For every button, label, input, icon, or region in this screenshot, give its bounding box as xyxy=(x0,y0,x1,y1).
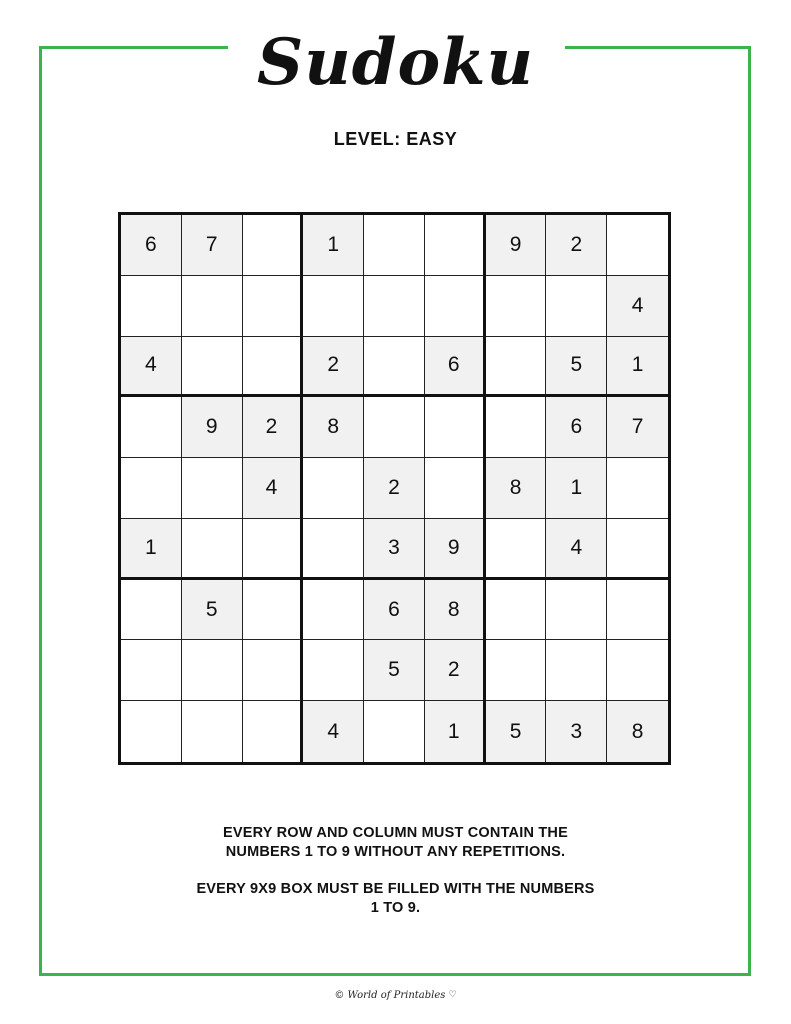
sudoku-cell[interactable]: 4 xyxy=(243,458,304,519)
sudoku-cell[interactable] xyxy=(425,215,486,276)
sudoku-cell[interactable] xyxy=(121,458,182,519)
sudoku-cell[interactable] xyxy=(303,276,364,337)
rule-box-line-1: EVERY 9X9 BOX MUST BE FILLED WITH THE NUMBERS xyxy=(196,881,595,897)
sudoku-cell[interactable]: 6 xyxy=(425,337,486,398)
sudoku-cell[interactable]: 1 xyxy=(121,519,182,580)
sudoku-cell[interactable] xyxy=(121,276,182,337)
sudoku-cell[interactable] xyxy=(364,276,425,337)
sudoku-cell[interactable] xyxy=(607,215,668,276)
sudoku-cell[interactable] xyxy=(243,519,304,580)
rule-box xyxy=(0,880,791,918)
sudoku-cell[interactable] xyxy=(303,458,364,519)
sudoku-cell[interactable] xyxy=(182,458,243,519)
sudoku-cell[interactable]: 1 xyxy=(303,215,364,276)
sudoku-cell[interactable] xyxy=(546,580,607,641)
sudoku-cell[interactable] xyxy=(303,519,364,580)
sudoku-cell[interactable]: 3 xyxy=(364,519,425,580)
sudoku-cell[interactable]: 9 xyxy=(486,215,547,276)
sudoku-cell[interactable]: 6 xyxy=(546,397,607,458)
sudoku-cell[interactable]: 2 xyxy=(364,458,425,519)
sudoku-cell[interactable] xyxy=(364,337,425,398)
sudoku-cell[interactable]: 8 xyxy=(486,458,547,519)
sudoku-cell[interactable]: 7 xyxy=(607,397,668,458)
sudoku-cell[interactable]: 7 xyxy=(182,215,243,276)
brand-name: World of Printables xyxy=(347,990,446,1001)
sudoku-cell[interactable] xyxy=(425,397,486,458)
sudoku-cell[interactable]: 1 xyxy=(546,458,607,519)
sudoku-cell[interactable]: 5 xyxy=(364,640,425,701)
sudoku-cell[interactable] xyxy=(486,337,547,398)
sudoku-cell[interactable] xyxy=(607,458,668,519)
sudoku-cell[interactable] xyxy=(243,215,304,276)
sudoku-cell[interactable]: 8 xyxy=(607,701,668,762)
sudoku-cell[interactable] xyxy=(243,276,304,337)
sudoku-cell[interactable] xyxy=(182,701,243,762)
sudoku-cell[interactable] xyxy=(182,519,243,580)
rule-row-column-line-2: NUMBERS 1 TO 9 WITHOUT ANY REPETITIONS. xyxy=(225,844,566,860)
rule-row-column xyxy=(0,824,791,862)
sudoku-cell[interactable]: 5 xyxy=(546,337,607,398)
sudoku-cell[interactable] xyxy=(607,519,668,580)
sudoku-cell[interactable] xyxy=(486,276,547,337)
sudoku-cell[interactable]: 4 xyxy=(607,276,668,337)
sudoku-cell[interactable]: 9 xyxy=(182,397,243,458)
rule-box-line-2: 1 TO 9. xyxy=(370,900,421,916)
sudoku-cell[interactable] xyxy=(303,640,364,701)
sudoku-cell[interactable] xyxy=(425,458,486,519)
footer-credit xyxy=(0,990,791,1001)
sudoku-cell[interactable]: 1 xyxy=(607,337,668,398)
sudoku-cell[interactable] xyxy=(607,580,668,641)
sudoku-cell[interactable] xyxy=(486,640,547,701)
sudoku-cell[interactable]: 4 xyxy=(303,701,364,762)
sudoku-cell[interactable] xyxy=(121,397,182,458)
difficulty-level: LEVEL: EASY xyxy=(333,129,458,149)
sudoku-cell[interactable] xyxy=(303,580,364,641)
copyright-symbol: © xyxy=(334,990,345,1001)
sudoku-cell[interactable] xyxy=(243,701,304,762)
sudoku-cell[interactable]: 8 xyxy=(425,580,486,641)
sudoku-cell[interactable] xyxy=(364,701,425,762)
sudoku-cell[interactable] xyxy=(243,337,304,398)
sudoku-cell[interactable] xyxy=(121,701,182,762)
sudoku-cell[interactable] xyxy=(486,580,547,641)
sudoku-cell[interactable] xyxy=(243,640,304,701)
sudoku-cell[interactable] xyxy=(243,580,304,641)
sudoku-cell[interactable]: 4 xyxy=(546,519,607,580)
heart-icon: ♡ xyxy=(448,990,457,1000)
sudoku-cell[interactable]: 2 xyxy=(546,215,607,276)
sudoku-cell[interactable] xyxy=(182,640,243,701)
sudoku-cell[interactable] xyxy=(121,580,182,641)
sudoku-cell[interactable]: 6 xyxy=(121,215,182,276)
sudoku-cell[interactable] xyxy=(182,337,243,398)
sudoku-cell[interactable]: 2 xyxy=(303,337,364,398)
sudoku-cell[interactable]: 5 xyxy=(182,580,243,641)
sudoku-cell[interactable] xyxy=(182,276,243,337)
sudoku-cell[interactable]: 6 xyxy=(364,580,425,641)
page-title: Sudoku xyxy=(256,25,535,100)
sudoku-cell[interactable]: 2 xyxy=(425,640,486,701)
sudoku-cell[interactable] xyxy=(607,640,668,701)
sudoku-cell[interactable]: 9 xyxy=(425,519,486,580)
sudoku-cell[interactable] xyxy=(425,276,486,337)
sudoku-cell[interactable]: 5 xyxy=(486,701,547,762)
rule-row-column-line-1: EVERY ROW AND COLUMN MUST CONTAIN THE xyxy=(223,825,568,841)
sudoku-cell[interactable] xyxy=(486,519,547,580)
instructions xyxy=(0,824,791,936)
sudoku-cell[interactable]: 4 xyxy=(121,337,182,398)
sudoku-cell[interactable] xyxy=(546,276,607,337)
sudoku-cell[interactable] xyxy=(364,397,425,458)
sudoku-grid xyxy=(118,212,671,765)
sudoku-cell[interactable]: 8 xyxy=(303,397,364,458)
sudoku-cell[interactable] xyxy=(364,215,425,276)
sudoku-cell[interactable]: 1 xyxy=(425,701,486,762)
sudoku-cell[interactable]: 2 xyxy=(243,397,304,458)
sudoku-cell[interactable] xyxy=(121,640,182,701)
sudoku-cell[interactable] xyxy=(546,640,607,701)
sudoku-cell[interactable]: 3 xyxy=(546,701,607,762)
sudoku-cell[interactable] xyxy=(486,397,547,458)
